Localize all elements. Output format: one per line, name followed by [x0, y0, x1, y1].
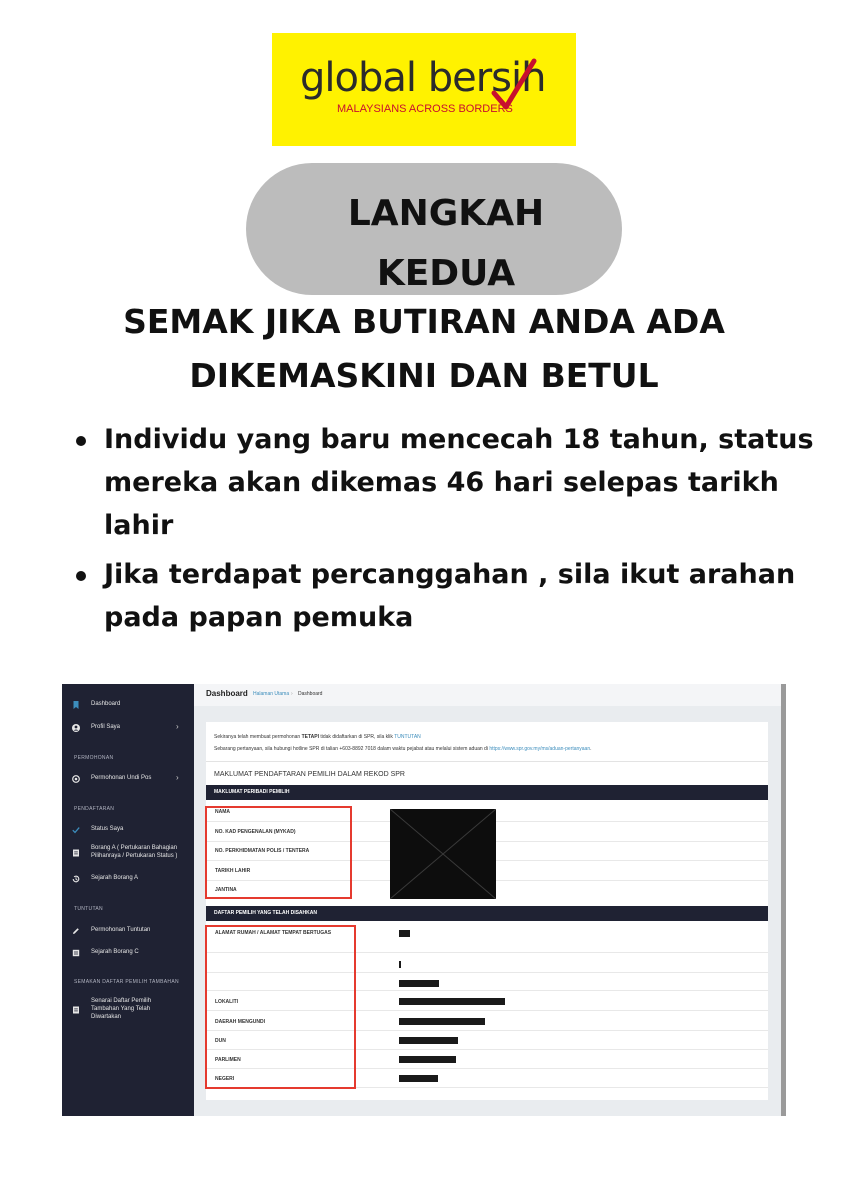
- bullet-icon: [76, 436, 86, 446]
- breadcrumb-home-link[interactable]: Halaman Utama: [253, 691, 290, 697]
- headline-line1: SEMAK JIKA BUTIRAN ANDA ADA: [123, 302, 725, 341]
- screenshot-edge: [781, 684, 786, 1116]
- form-icon: [72, 849, 80, 857]
- list-icon: [72, 949, 80, 957]
- logo-tagline: MALAYSIANS ACROSS BORDERS: [337, 103, 513, 115]
- sidebar-item-borang-a[interactable]: Borang A ( Pertukaran Bahagian Pilihanraya / Pertukaran Status ): [62, 844, 194, 866]
- sidebar-section-tuntutan: TUNTUTAN: [74, 906, 103, 912]
- field-daerah-mengundi: DAERAH MENGUNDI: [215, 1019, 265, 1025]
- sidebar-item-profil[interactable]: Profil Saya ›: [62, 722, 194, 740]
- sidebar-item-tuntutan[interactable]: Permohonan Tuntutan: [62, 925, 194, 943]
- sidebar-section-semakan: SEMAKAN DAFTAR PEMILIH TAMBAHAN: [74, 979, 179, 985]
- instruction-list: [74, 418, 844, 645]
- registration-card: [206, 722, 768, 1100]
- chevron-right-icon: ›: [176, 722, 179, 731]
- sidebar-item-undi-pos[interactable]: Permohonan Undi Pos ›: [62, 773, 194, 791]
- document-icon: [72, 1006, 80, 1014]
- field-negeri: NEGERI: [215, 1076, 235, 1082]
- sidebar: [62, 684, 194, 1116]
- sidebar-item-senarai[interactable]: Senarai Daftar Pemilih Tambahan Yang Telah Diwartakan: [62, 997, 194, 1025]
- topbar: [194, 684, 786, 706]
- bullet-icon: [76, 571, 86, 581]
- redacted-value: [399, 1056, 456, 1063]
- field-jantina: JANTINA: [215, 887, 237, 893]
- redacted-value: [399, 930, 410, 937]
- redacted-photo: [390, 809, 496, 899]
- history-icon: [72, 875, 80, 883]
- field-dun: DUN: [215, 1038, 226, 1044]
- breadcrumb-current: Dashboard: [298, 691, 323, 697]
- section-header-personal: MAKLUMAT PERIBADI PEMILIH: [206, 785, 768, 800]
- headline-line2: DIKEMASKINI DAN BETUL: [189, 356, 659, 395]
- step-title-line2: KEDUA: [376, 253, 516, 294]
- field-mykad: NO. KAD PENGENALAN (MYKAD): [215, 829, 296, 835]
- tuntutan-link[interactable]: TUNTUTAN: [394, 734, 421, 740]
- step-title-line1: LANGKAH: [347, 193, 545, 234]
- redacted-value: [399, 1037, 458, 1044]
- notice-line-2: Sebarang pertanyaan, sila hubungi hotline SPR di talian +603-8892 7018 dalam waktu pejabat atau melalui sistem aduan di https://www.spr.gov.my/ms/aduan-pertanyaan.: [214, 746, 592, 752]
- check-icon: [72, 826, 80, 834]
- sidebar-item-sejarah-a[interactable]: Sejarah Borang A: [62, 873, 194, 891]
- instruction-item: Individu yang baru mencecah 18 tahun, status mereka akan dikemas 46 hari selepas tarikh lahir: [74, 418, 844, 547]
- user-circle-icon: [72, 724, 80, 732]
- notice-line-1: Sekiranya telah membuat permohonan TETAPI tidak didaftarkan di SPR, sila klik TUNTUTAN: [214, 734, 421, 740]
- sidebar-section-pendaftaran: PENDAFTARAN: [74, 806, 115, 812]
- field-lokaliti: LOKALITI: [215, 999, 239, 1005]
- redacted-value: [399, 980, 439, 987]
- sidebar-item-sejarah-c[interactable]: Sejarah Borang C: [62, 947, 194, 965]
- pencil-icon: [72, 927, 80, 935]
- page-title: Dashboard: [206, 689, 248, 698]
- redacted-value: [399, 1075, 438, 1082]
- highlight-box-register: [205, 925, 356, 1089]
- logo-wordmark: global bersih: [300, 55, 546, 101]
- redacted-value: [399, 961, 401, 968]
- redacted-value: [399, 998, 505, 1005]
- bookmark-icon: [72, 701, 80, 709]
- sidebar-item-dashboard[interactable]: Dashboard: [62, 699, 194, 717]
- redacted-value: [399, 1018, 485, 1025]
- spr-dashboard-screenshot: [62, 684, 786, 1116]
- sidebar-item-status[interactable]: Status Saya: [62, 824, 194, 842]
- global-bersih-logo: [272, 33, 576, 146]
- section-header-register: DAFTAR PEMILIH YANG TELAH DISAHKAN: [206, 906, 768, 921]
- at-sign-icon: [72, 775, 80, 783]
- divider: [206, 761, 768, 762]
- sidebar-section-permohonan: PERMOHONAN: [74, 755, 114, 761]
- instruction-item: Jika terdapat percanggahan , sila ikut arahan pada papan pemuka: [74, 553, 844, 639]
- breadcrumb-separator: ›: [291, 691, 293, 697]
- card-title: MAKLUMAT PENDAFTARAN PEMILIH DALAM REKOD SPR: [214, 771, 405, 778]
- field-polis: NO. PERKHIDMATAN POLIS / TENTERA: [215, 848, 310, 854]
- field-nama: NAMA: [215, 809, 230, 815]
- highlight-box-personal: [205, 806, 352, 899]
- chevron-right-icon: ›: [176, 773, 179, 782]
- checkmark-icon: [482, 55, 542, 115]
- field-alamat: ALAMAT RUMAH / ALAMAT TEMPAT BERTUGAS: [215, 930, 332, 936]
- complaint-url-link[interactable]: https://www.spr.gov.my/ms/aduan-pertanyaan: [489, 746, 591, 752]
- field-parlimen: PARLIMEN: [215, 1057, 241, 1063]
- field-tarikh-lahir: TARIKH LAHIR: [215, 868, 251, 874]
